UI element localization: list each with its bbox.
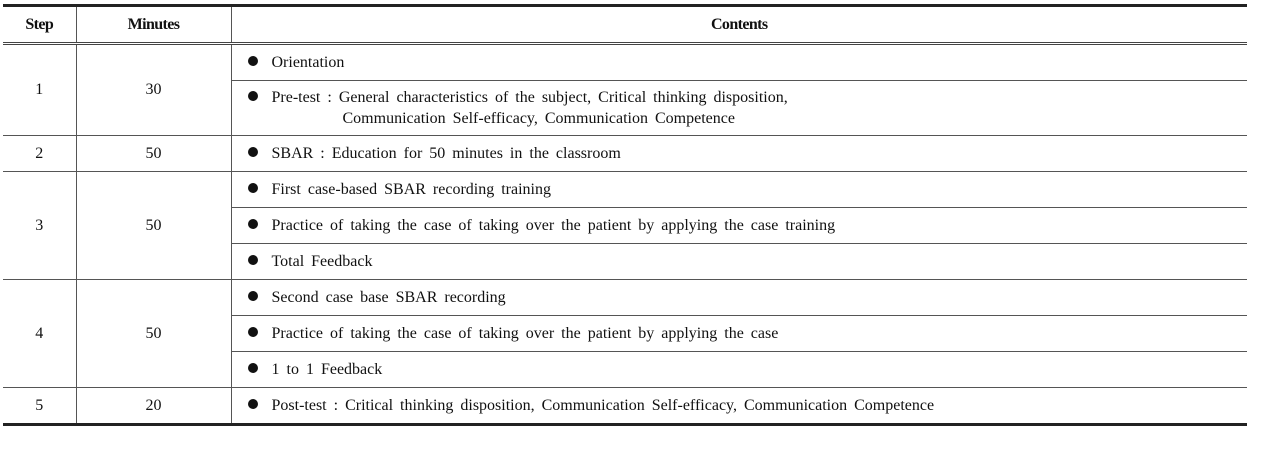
step-cell: 2 — [3, 136, 76, 172]
table-row — [3, 136, 1247, 172]
bullet-icon — [248, 363, 258, 373]
content-item — [231, 208, 1247, 244]
program-table — [3, 4, 1247, 426]
table-row — [3, 172, 1247, 208]
bullet-icon — [248, 147, 258, 157]
bullet-icon — [248, 219, 258, 229]
content-item — [231, 44, 1247, 81]
content-item — [231, 316, 1247, 352]
table-row — [3, 388, 1247, 425]
content-item — [231, 81, 1247, 136]
minutes-cell: 50 — [76, 280, 231, 388]
header-step: Step — [3, 6, 76, 44]
bullet-icon — [248, 183, 258, 193]
table-row — [3, 44, 1247, 81]
content-text: Total Feedback — [271, 252, 373, 270]
content-text-continued: Communication Self-efficacy, Communication Competence — [342, 110, 735, 127]
content-text: Orientation — [271, 53, 345, 71]
program-table-container — [3, 4, 1247, 426]
content-text: Post-test : Critical thinking disposition, Communication Self-efficacy, Communication Competence — [271, 396, 935, 414]
minutes-cell: 50 — [76, 172, 231, 280]
header-row — [3, 6, 1247, 44]
content-text: First case-based SBAR recording training — [271, 180, 551, 198]
content-text: Second case base SBAR recording — [271, 288, 506, 306]
bullet-icon — [248, 399, 258, 409]
bullet-icon — [248, 291, 258, 301]
content-item — [231, 172, 1247, 208]
step-cell: 5 — [3, 388, 76, 425]
minutes-cell: 50 — [76, 136, 231, 172]
content-item — [231, 388, 1247, 425]
bullet-icon — [248, 327, 258, 337]
content-item — [231, 136, 1247, 172]
content-text: Practice of taking the case of taking over the patient by applying the case — [271, 324, 779, 342]
content-text: 1 to 1 Feedback — [271, 360, 383, 378]
header-contents: Contents — [231, 6, 1247, 44]
table-row — [3, 280, 1247, 316]
bullet-icon — [248, 91, 258, 101]
bullet-icon — [248, 56, 258, 66]
minutes-cell: 20 — [76, 388, 231, 425]
content-text: Pre-test : General characteristics of the subject, Critical thinking disposition, — [271, 89, 788, 106]
content-item — [231, 352, 1247, 388]
minutes-cell: 30 — [76, 44, 231, 136]
content-item — [231, 280, 1247, 316]
step-cell: 3 — [3, 172, 76, 280]
bullet-icon — [248, 255, 258, 265]
header-minutes: Minutes — [76, 6, 231, 44]
step-cell: 1 — [3, 44, 76, 136]
step-cell: 4 — [3, 280, 76, 388]
content-text: SBAR : Education for 50 minutes in the classroom — [271, 144, 621, 162]
content-item — [231, 244, 1247, 280]
content-text: Practice of taking the case of taking over the patient by applying the case training — [271, 216, 836, 234]
